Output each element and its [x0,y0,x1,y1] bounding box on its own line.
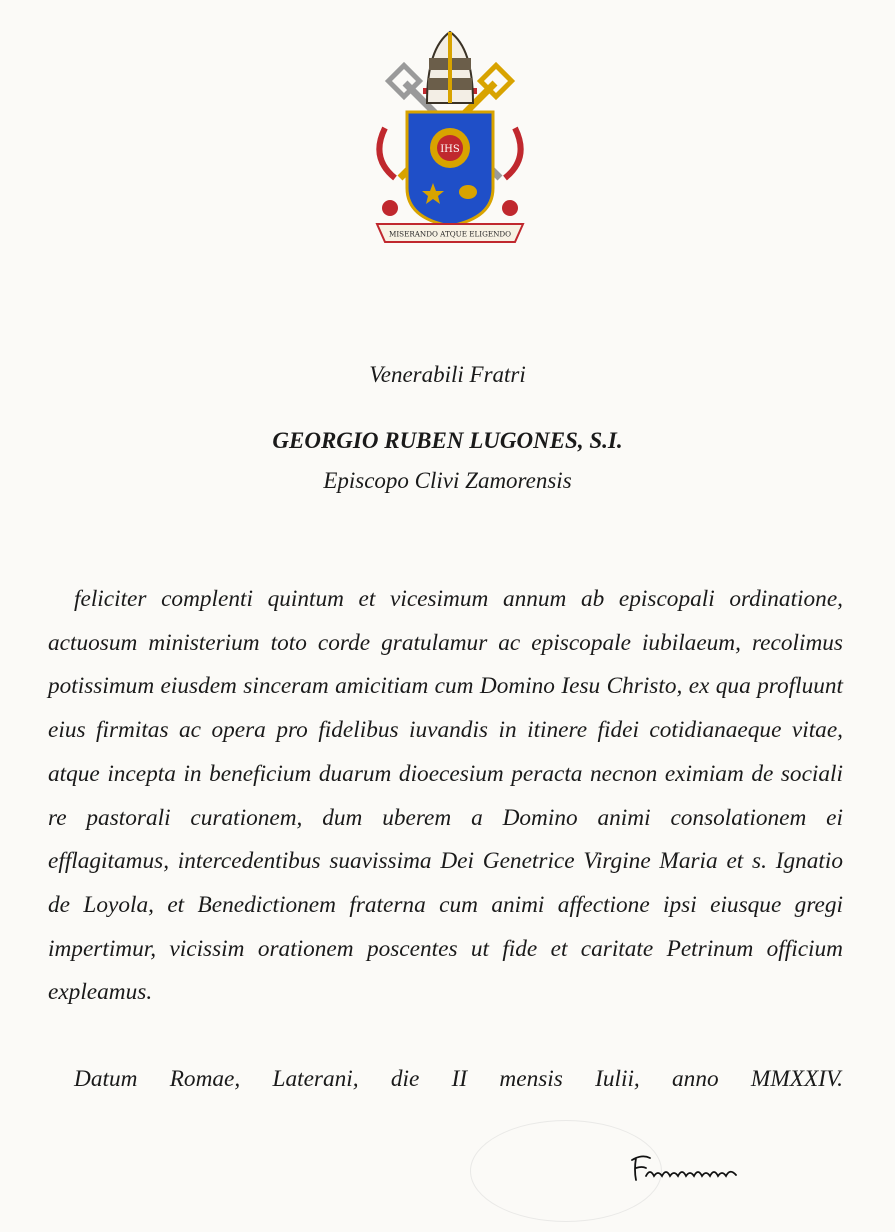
recipient-title: Episcopo Clivi Zamorensis [323,468,572,493]
salutation: Venerabili Fratri [369,362,526,387]
body-paragraph: feliciter complenti quintum et vicesimum annum ab episcopali ordinatione, actuosum ministerium toto corde gratulamur ac episcopale iubilaeum, recolimus potissimum eiusdem sinceram amicitiam cum Domino Iesu Christo, ex qua profluunt eius firmitas ac opera pro fidelibus iuvandis in itinere fidei cotidianaeque vitae, atque incepta in beneficium duarum dioecesium peracta necnon eximiam de sociali re pastorali curationem, dum uberem a Domino animi consolationem ei efflagitamus, intercedentibus suavissima Dei Genetrice Virgine Maria et s. Ignatio de Loyola, et Benedictionem fraterna cum animi affectione ipsi eiusque gregi impertimur, vicissim orationem poscentes ut fide et caritate Petrinum officium expleamus. [48,586,843,1006]
signature [628,1148,748,1188]
papal-coat-of-arms-icon [365,28,535,253]
svg-text:IHS: IHS [440,144,460,155]
svg-text:MISERANDO ATQUE ELIGENDO: MISERANDO ATQUE ELIGENDO [388,229,512,239]
motto-scroll [377,224,523,242]
shield-icon [407,112,493,226]
letter-body [48,578,843,1015]
dateline: Datum Romae, Laterani, die II mensis Iulii, anno MMXXIV. [74,1066,843,1092]
mitre-icon [427,32,473,103]
recipient-name: GEORGIO RUBEN LUGONES, S.I. [272,428,623,453]
